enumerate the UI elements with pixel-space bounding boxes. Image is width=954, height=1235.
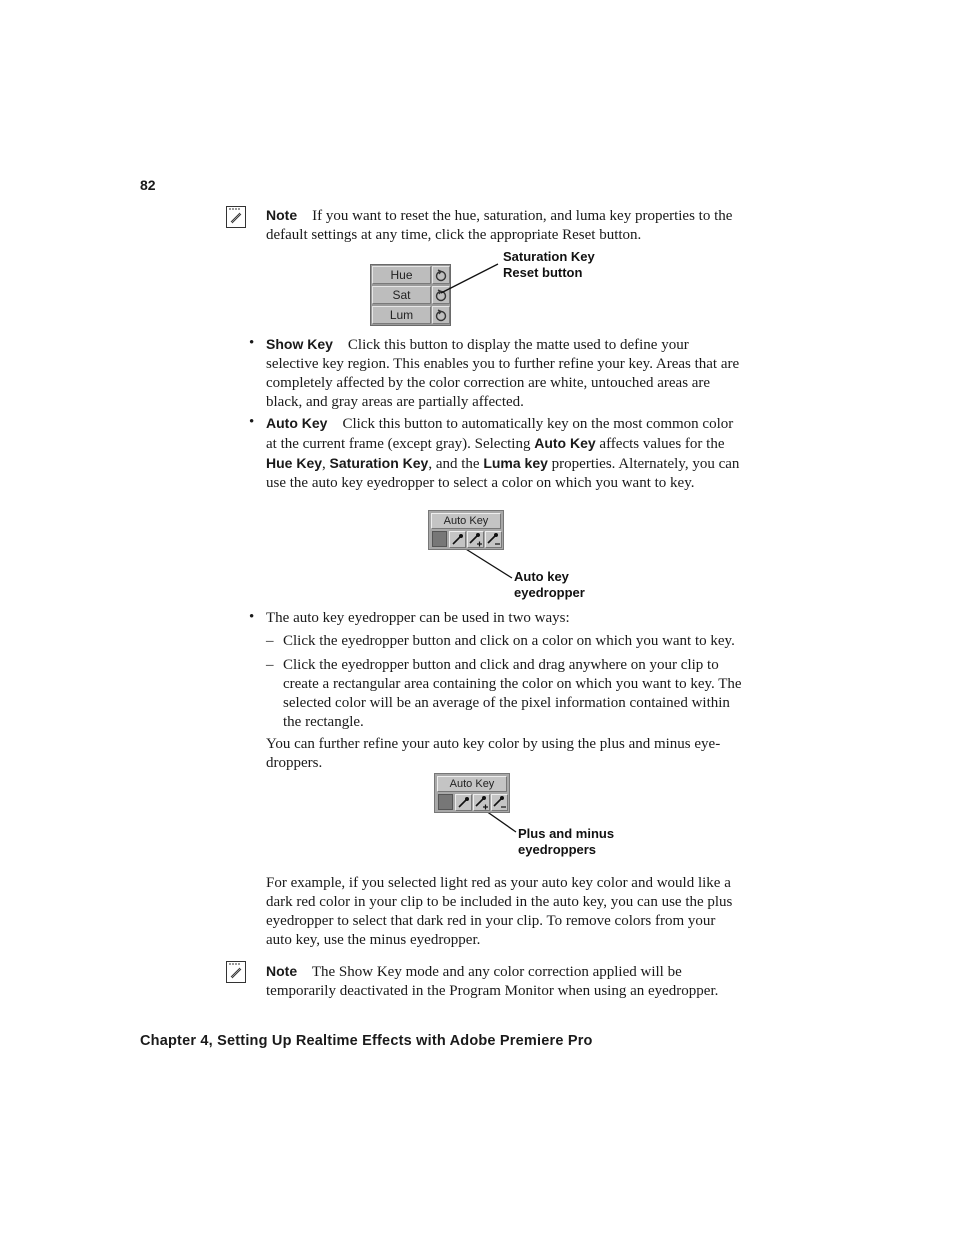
note-paragraph [266,962,746,1001]
bullet-marker: • [249,335,255,351]
note-label: Note [266,207,298,223]
auto-key-eyedropper-callout: Auto key eyedropper [514,569,585,600]
sat-key-button[interactable]: Sat [372,286,431,304]
auto-key-button[interactable]: Auto Key [437,776,507,792]
key-color-swatch[interactable] [432,531,447,547]
eyedropper-icon [450,532,465,547]
hue-key-button[interactable]: Hue [372,266,431,284]
bullet-marker: • [249,414,255,430]
show-key-text: Click this button to display the matte used to define your selective key region. This enables you to further refine your key. Areas that are completely affected by the color correction are white, untouched areas are black, and gray areas are partially affected. [266,337,740,410]
auto-key-paragraph: Auto Key Click this button to automatically key on the most common color at the current frame (except gray). Selecting Auto Key affects values for the Hue Key, Saturation Key, and the Luma key properties. Alternately, you can use the auto key eyedropper to select a color on which you want to key. [266,415,740,491]
minus-eyedropper-icon [486,532,501,547]
eyedropper-icon [456,795,471,810]
minus-eyedropper-button[interactable] [485,531,502,548]
plus-minus-eyedroppers-callout: Plus and minus eyedroppers [518,826,615,857]
auto-key-panel [428,510,504,550]
minus-eyedropper-button[interactable] [491,794,508,811]
two-ways-item-2: Click the eyedropper button and click and drag anywhere on your clip to create a rectangular area containing the color on which you want to key. The selected color will be an average of the pixel information contained within the rectangle. [283,657,742,730]
show-key-term: Show Key [266,336,333,352]
plus-eyedropper-button[interactable] [473,794,490,811]
note-label: Note [266,963,298,979]
saturation-key-callout: Saturation Key Reset button [503,249,595,280]
two-ways-paragraph: The auto key eyedropper can be used in two ways: [266,610,570,626]
key-color-swatch[interactable] [438,794,453,810]
eyedropper-button[interactable] [455,794,472,811]
eyedropper-button[interactable] [449,531,466,548]
refine-paragraph: You can further refine your auto key color by using the plus and minus eye-droppers. [266,736,721,771]
lum-key-button[interactable]: Lum [372,306,431,324]
dash-marker: – [266,657,274,673]
two-ways-item-1: Click the eyedropper button and click on a color on which you want to key. [283,633,735,649]
show-key-paragraph [266,335,744,412]
note-text: If you want to reset the hue, saturation, and luma key properties to the default settings at any time, click the appropriate Reset button. [266,208,733,243]
dash-marker: – [266,633,274,649]
auto-key-term: Auto Key [266,415,328,431]
note-text: The Show Key mode and any color correction applied will be temporarily deactivated in the Program Monitor when using an eyedropper. [266,964,719,999]
bullet-marker: • [249,609,255,625]
page-number: 82 [140,177,156,193]
auto-key-button[interactable]: Auto Key [431,513,501,529]
example-paragraph: For example, if you selected light red as your auto key color and would like a dark red color in your clip to be included in the auto key, you can use the plus eyedropper to select that dark red in your clip. To remove colors from your auto key, use the minus eyedropper. [266,875,733,948]
plus-eyedropper-icon [468,532,483,547]
chapter-footer: Chapter 4, Setting Up Realtime Effects with Adobe Premiere Pro [140,1033,593,1049]
plus-eyedropper-icon [474,795,489,810]
plus-eyedropper-button[interactable] [467,531,484,548]
note-icon [226,961,246,983]
auto-key-panel [434,773,510,813]
minus-eyedropper-icon [492,795,507,810]
